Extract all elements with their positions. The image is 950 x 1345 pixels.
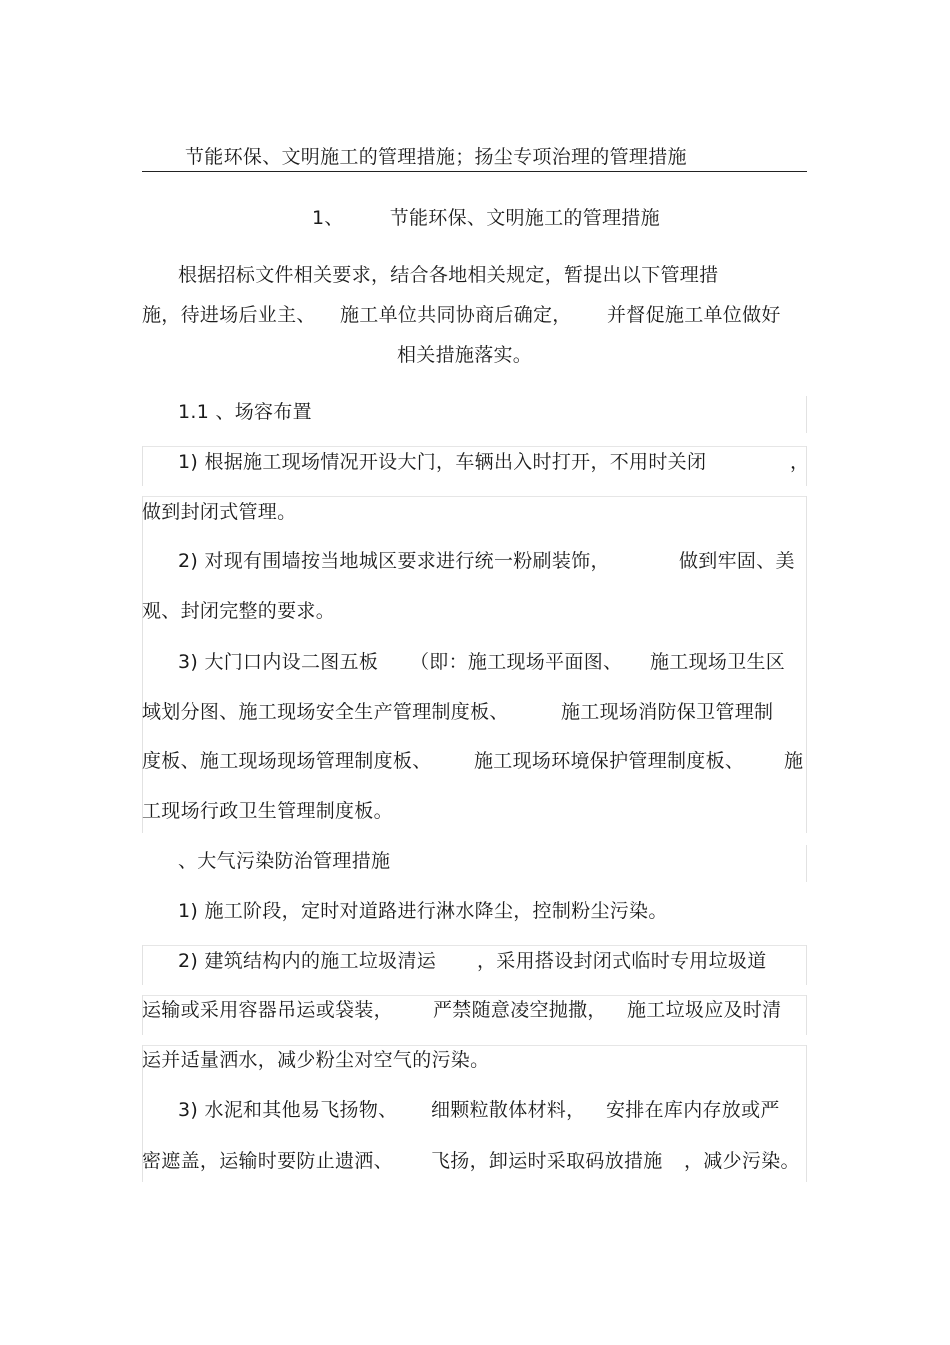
s11-item-3-line-3c: 施 (784, 750, 804, 772)
s11-item-3-line-3a: 度板、施工现场现场管理制度板、 (142, 750, 432, 772)
s11-item-3-line-1a: 3) 大门口内设二图五板 (178, 651, 379, 673)
intro-line-3: 相关措施落实。 (397, 344, 533, 366)
guide-line (806, 396, 807, 433)
s12-item-3-line-2a: 密遮盖，运输时要防止遗洒、 (142, 1150, 393, 1172)
s11-item-3-line-2a: 域划分图、施工现场安全生产管理制度板、 (142, 701, 509, 723)
guide-line (142, 1045, 807, 1046)
guide-line (142, 945, 143, 985)
s11-item-3-line-1c: 施工现场卫生区 (650, 651, 786, 673)
guide-line (142, 945, 807, 946)
s11-item-2-line-1a: 2) 对现有围墙按当地城区要求进行统一粉刷装饰， (178, 550, 610, 572)
s12-item-2-line-3: 运并适量洒水，减少粉尘对空气的污染。 (142, 1049, 490, 1071)
s12-item-2-line-2a: 运输或采用容器吊运或袋装， (142, 999, 393, 1021)
guide-line (806, 995, 807, 1035)
s12-item-2-line-1b: ，采用搭设封闭式临时专用垃圾道 (477, 950, 767, 972)
document-header-title: 节能环保、文明施工的管理措施；扬尘专项治理的管理措施 (185, 146, 687, 168)
s11-item-3-line-2b: 施工现场消防保卫管理制 (561, 701, 774, 723)
guide-line (142, 446, 807, 447)
s11-item-1-line-1: 1) 根据施工现场情况开设大门，车辆出入时打开，不用时关闭 (178, 451, 707, 473)
header-rule (142, 171, 807, 172)
guide-line (806, 496, 807, 833)
guide-line (806, 945, 807, 985)
intro-line-2b: 施工单位共同协商后确定， (340, 304, 572, 326)
section-1-heading (312, 206, 660, 230)
section-1-title: 节能环保、文明施工的管理措施 (389, 207, 660, 229)
s12-item-3-line-2c: ，减少污染。 (684, 1150, 800, 1172)
s12-item-1: 1) 施工阶段，定时对道路进行淋水降尘，控制粉尘污染。 (178, 900, 668, 922)
guide-line (142, 496, 143, 833)
intro-line-2a: 施，待进场后业主、 (142, 304, 316, 326)
section-1-1-heading: 1.1 、场容布置 (178, 401, 312, 423)
section-1-number: 1、 (312, 207, 344, 229)
s12-item-2-line-2b: 严禁随意凌空抛撒， (433, 999, 607, 1021)
s12-item-2-line-2c: 施工垃圾应及时清 (627, 999, 782, 1021)
section-1-2-heading: 、大气污染防治管理措施 (178, 850, 391, 872)
guide-line (806, 845, 807, 882)
s12-item-3-line-1a: 3) 水泥和其他易飞扬物、 (178, 1099, 398, 1121)
guide-line (142, 995, 807, 996)
intro-line-1: 根据招标文件相关要求，结合各地相关规定，暂提出以下管理措 (178, 264, 719, 286)
guide-line (142, 496, 807, 497)
s11-item-1-line-2: 做到封闭式管理。 (142, 501, 297, 523)
s11-item-2-line-1b: 做到牢固、美 (679, 550, 795, 572)
intro-line-2c: 并督促施工单位做好 (607, 304, 781, 326)
s12-item-3-line-1b: 细颗粒散体材料， (431, 1099, 586, 1121)
guide-line (142, 446, 143, 486)
s11-item-3-line-4: 工现场行政卫生管理制度板。 (142, 800, 393, 822)
s12-item-2-line-1a: 2) 建筑结构内的施工垃圾清运 (178, 950, 437, 972)
s11-item-3-line-1b: （即：施工现场平面图、 (410, 651, 623, 673)
guide-line (806, 1045, 807, 1182)
s12-item-3-line-2b: 飞扬，卸运时采取码放措施 (431, 1150, 663, 1172)
s11-item-2-line-2: 观、封闭完整的要求。 (142, 600, 336, 622)
s11-item-3-line-3b: 施工现场环境保护管理制度板、 (474, 750, 745, 772)
s11-item-1-comma: ， (790, 451, 810, 473)
s12-item-3-line-1c: 安排在库内存放或严 (606, 1099, 780, 1121)
